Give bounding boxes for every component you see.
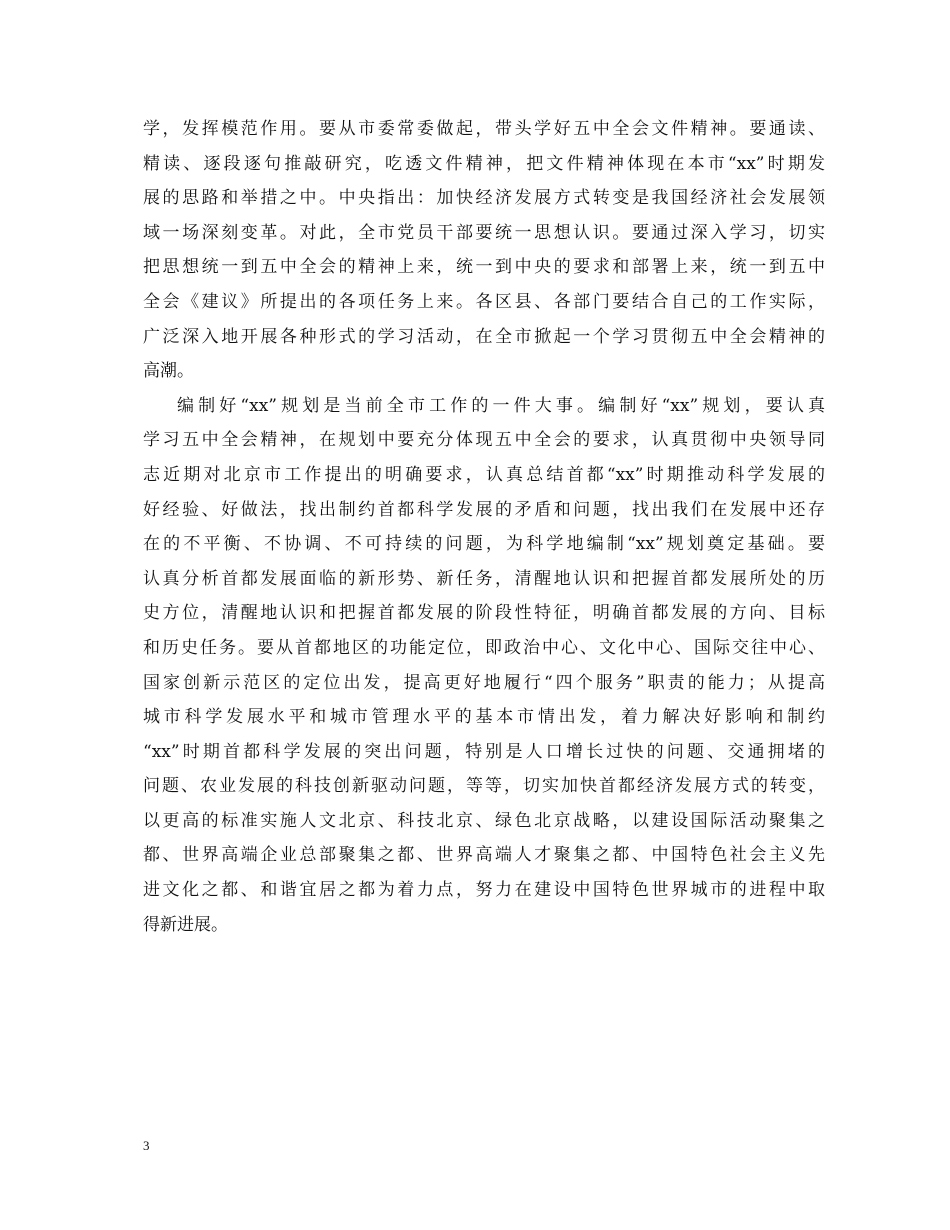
text-line: 精读、逐段逐句推敲研究，吃透文件精神，把文件精神体现在本市“xx”时期发 (143, 153, 825, 174)
text-line: 学习五中全会精神，在规划中要充分体现五中全会的要求，认真贯彻中央领导同 (143, 430, 825, 451)
text-line: 进文化之都、和谐宜居之都为着力点，努力在建设中国特色世界城市的进程中取 (143, 880, 825, 901)
text-line: 全会《建议》所提出的各项任务上来。各区县、各部门要结合自己的工作实际， (143, 291, 825, 312)
page-number: 3 (143, 1138, 150, 1153)
text-line: 都、世界高端企业总部聚集之都、世界高端人才聚集之都、中国特色社会主义先 (143, 845, 825, 866)
text-line: 广泛深入地开展各种形式的学习活动，在全市掀起一个学习贯彻五中全会精神的 (143, 326, 825, 347)
text-line: 认真分析首都发展面临的新形势、新任务，清醒地认识和把握首都发展所处的历 (143, 568, 825, 589)
text-line: 在的不平衡、不协调、不可持续的问题，为科学地编制“xx”规划奠定基础。要 (143, 534, 825, 555)
text-line: “xx”时期首都科学发展的突出问题，特别是人口增长过快的问题、交通拥堵的 (143, 741, 825, 762)
text-line: 问题、农业发展的科技创新驱动问题，等等，切实加快首都经济发展方式的转变， (143, 776, 825, 797)
paragraph (143, 389, 825, 943)
text-line: 编制好“xx”规划是当前全市工作的一件大事。编制好“xx”规划，要认真 (177, 395, 825, 416)
text-line: 高潮。 (143, 361, 194, 382)
paragraph (143, 112, 825, 389)
text-line: 志近期对北京市工作提出的明确要求，认真总结首都“xx”时期推动科学发展的 (143, 464, 825, 485)
text-line: 和历史任务。要从首都地区的功能定位，即政治中心、文化中心、国际交往中心、 (143, 637, 825, 658)
text-line: 得新进展。 (143, 914, 228, 935)
text-line: 把思想统一到五中全会的精神上来，统一到中央的要求和部署上来，统一到五中 (143, 257, 825, 278)
text-line: 展的思路和举措之中。中央指出：加快经济发展方式转变是我国经济社会发展领 (143, 188, 825, 209)
text-line: 史方位，清醒地认识和把握首都发展的阶段性特征，明确首都发展的方向、目标 (143, 603, 825, 624)
text-line: 域一场深刻变革。对此，全市党员干部要统一思想认识。要通过深入学习，切实 (143, 222, 825, 243)
text-line: 城市科学发展水平和城市管理水平的基本市情出发，着力解决好影响和制约 (143, 707, 825, 728)
body-text (143, 112, 825, 942)
text-line: 国家创新示范区的定位出发，提高更好地履行“四个服务”职责的能力；从提高 (143, 672, 825, 693)
text-line: 以更高的标准实施人文北京、科技北京、绿色北京战略，以建设国际活动聚集之 (143, 810, 825, 831)
text-line: 好经验、好做法，找出制约首都科学发展的矛盾和问题，找出我们在发展中还存 (143, 499, 825, 520)
text-line: 学，发挥模范作用。要从市委常委做起，带头学好五中全会文件精神。要通读、 (143, 119, 825, 139)
